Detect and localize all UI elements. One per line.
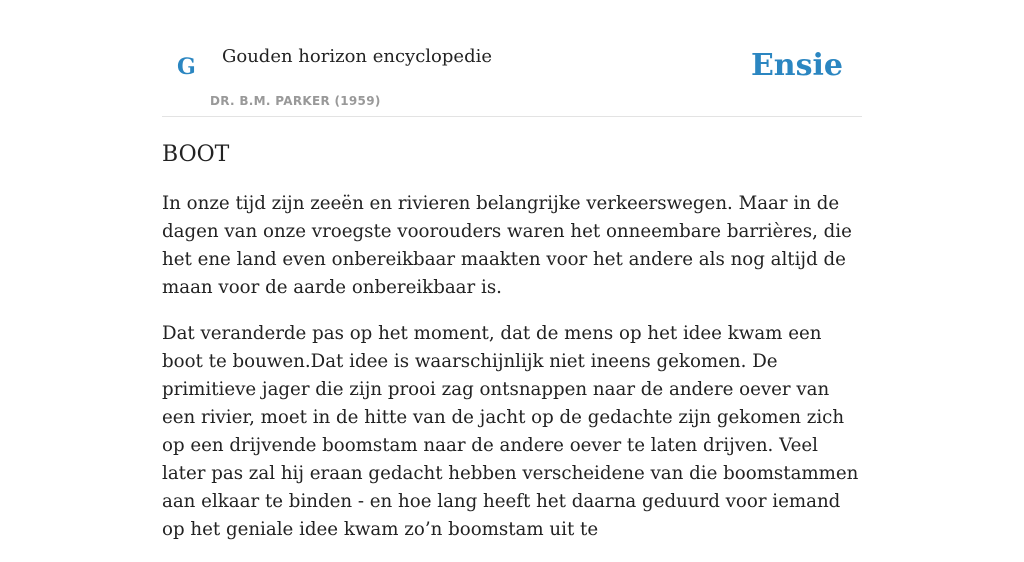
entry-paragraph: In onze tijd zijn zeeën en rivieren belangrijke verkeerswegen. Maar in de dagen van onze vroegste voorouders waren het onneembare barrières, die het ene land even onbereikbaar maakten voor het andere als nog altijd de maan voor de aarde onbereikbaar is.	[162, 193, 852, 298]
book-author: DR. B.M. PARKER (1959)	[210, 94, 381, 108]
entry-title: BOOT	[162, 142, 230, 167]
book-logo-letter[interactable]: G	[177, 54, 196, 80]
ensie-logo-link[interactable]: Ensie	[750, 48, 843, 83]
entry-content	[162, 138, 864, 562]
entry-paragraph: Dat veranderde pas op het moment, dat de mens op het idee kwam een boot te bouwen.Dat idee is waarschijnlijk niet ineens gekomen. De primitieve jager die zijn prooi zag ontsnappen naar de andere oever van een rivier, moet in de hitte van de jacht op de gedachte zijn gekomen zich op een drijvende boomstam naar de andere oever te laten drijven. Veel later pas zal hij eraan gedacht hebben verscheidene van die boomstammen aan elkaar te binden - en hoe lang heeft het daarna geduurd voor iemand op het geniale idee kwam zo’n boomstam uit te	[162, 323, 859, 540]
site-header	[162, 0, 862, 117]
book-title-link[interactable]: Gouden horizon encyclopedie	[222, 46, 492, 67]
